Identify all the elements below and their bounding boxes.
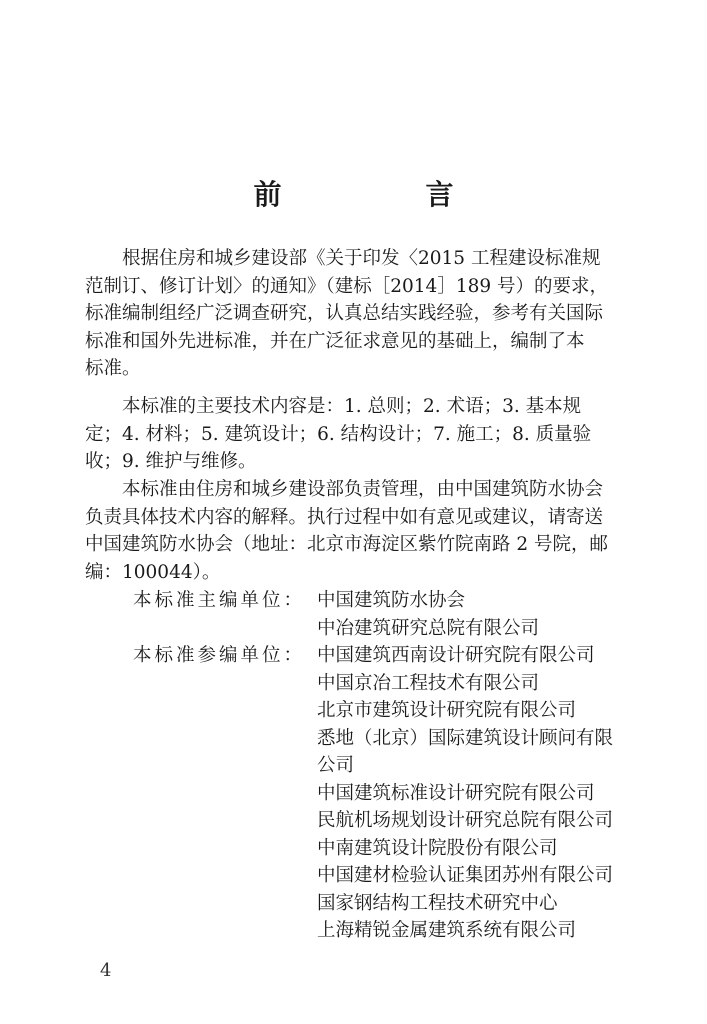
participating-units-label: 本标准参编单位： — [133, 645, 306, 666]
unit-name: 中冶建筑研究总院有限公司 — [317, 617, 540, 639]
paragraph-line: 标准编制组经广泛调查研究，认真总结实践经验，参考有关国际 — [85, 303, 604, 324]
paragraph-3 — [85, 476, 625, 586]
chief-unit-row — [85, 615, 645, 643]
paragraph-line: 本标准由住房和城乡建设部负责管理，由中国建筑防水协会 — [85, 479, 604, 500]
participating-unit-row — [85, 642, 645, 670]
editing-units — [85, 587, 645, 945]
unit-name: 中南建筑设计院股份有限公司 — [317, 837, 558, 859]
page-title: 前 言 — [253, 178, 512, 211]
participating-unit-row — [85, 890, 645, 918]
paragraph-line: 范制订、修订计划〉的通知》（建标［2014］189 号）的要求， — [85, 275, 609, 297]
paragraph-line: 标准和国外先进标准，并在广泛征求意见的基础上，编制了本 — [85, 330, 585, 352]
page-number: 4 — [100, 960, 112, 981]
chief-unit-row — [85, 587, 645, 615]
paragraph-line: 中国建筑防水协会（地址：北京市海淀区紫竹院南路 2 号院，邮 — [85, 534, 609, 555]
participating-unit-row — [85, 752, 645, 780]
unit-name: 公司 — [317, 755, 355, 776]
unit-name: 国家钢结构工程技术研究中心 — [317, 892, 558, 914]
unit-name: 中国建材检验认证集团苏州有限公司 — [317, 865, 614, 886]
participating-unit-row — [85, 697, 645, 725]
participating-unit-row — [85, 835, 645, 863]
paragraph-2 — [85, 393, 625, 476]
paragraph-1 — [85, 245, 625, 383]
participating-unit-row — [85, 917, 645, 945]
participating-unit-row — [85, 670, 645, 698]
unit-name: 中国京冶工程技术有限公司 — [317, 672, 540, 694]
paragraph-line: 收；9. 维护与维修。 — [85, 451, 257, 472]
unit-name: 中国建筑标准设计研究院有限公司 — [317, 782, 595, 804]
participating-unit-row — [85, 780, 645, 808]
participating-unit-row — [85, 725, 645, 753]
paragraph-line: 负责具体技术内容的解释。执行过程中如有意见或建议，请寄送 — [85, 506, 604, 528]
paragraph-line: 编：100044）。 — [85, 561, 221, 583]
unit-name: 北京市建筑设计研究院有限公司 — [317, 700, 577, 721]
participating-unit-row — [85, 862, 645, 890]
unit-name: 中国建筑防水协会 — [317, 590, 466, 611]
unit-name: 民航机场规划设计研究总院有限公司 — [317, 810, 614, 831]
unit-name: 中国建筑西南设计研究院有限公司 — [317, 645, 595, 666]
paragraph-line: 本标准的主要技术内容是：1. 总则；2. 术语；3. 基本规 — [85, 396, 582, 417]
unit-name: 上海精锐金属建筑系统有限公司 — [317, 920, 577, 941]
participating-unit-row — [85, 807, 645, 835]
unit-name: 悉地（北京）国际建筑设计顾问有限 — [317, 727, 614, 749]
paragraph-line: 标准。 — [85, 358, 141, 379]
paragraph-line: 定；4. 材料；5. 建筑设计；6. 结构设计；7. 施工；8. 质量验 — [85, 423, 592, 445]
paragraph-line: 根据住房和城乡建设部《关于印发〈2015 工程建设标准规 — [85, 248, 601, 269]
chief-units-label: 本标准主编单位： — [133, 590, 306, 611]
